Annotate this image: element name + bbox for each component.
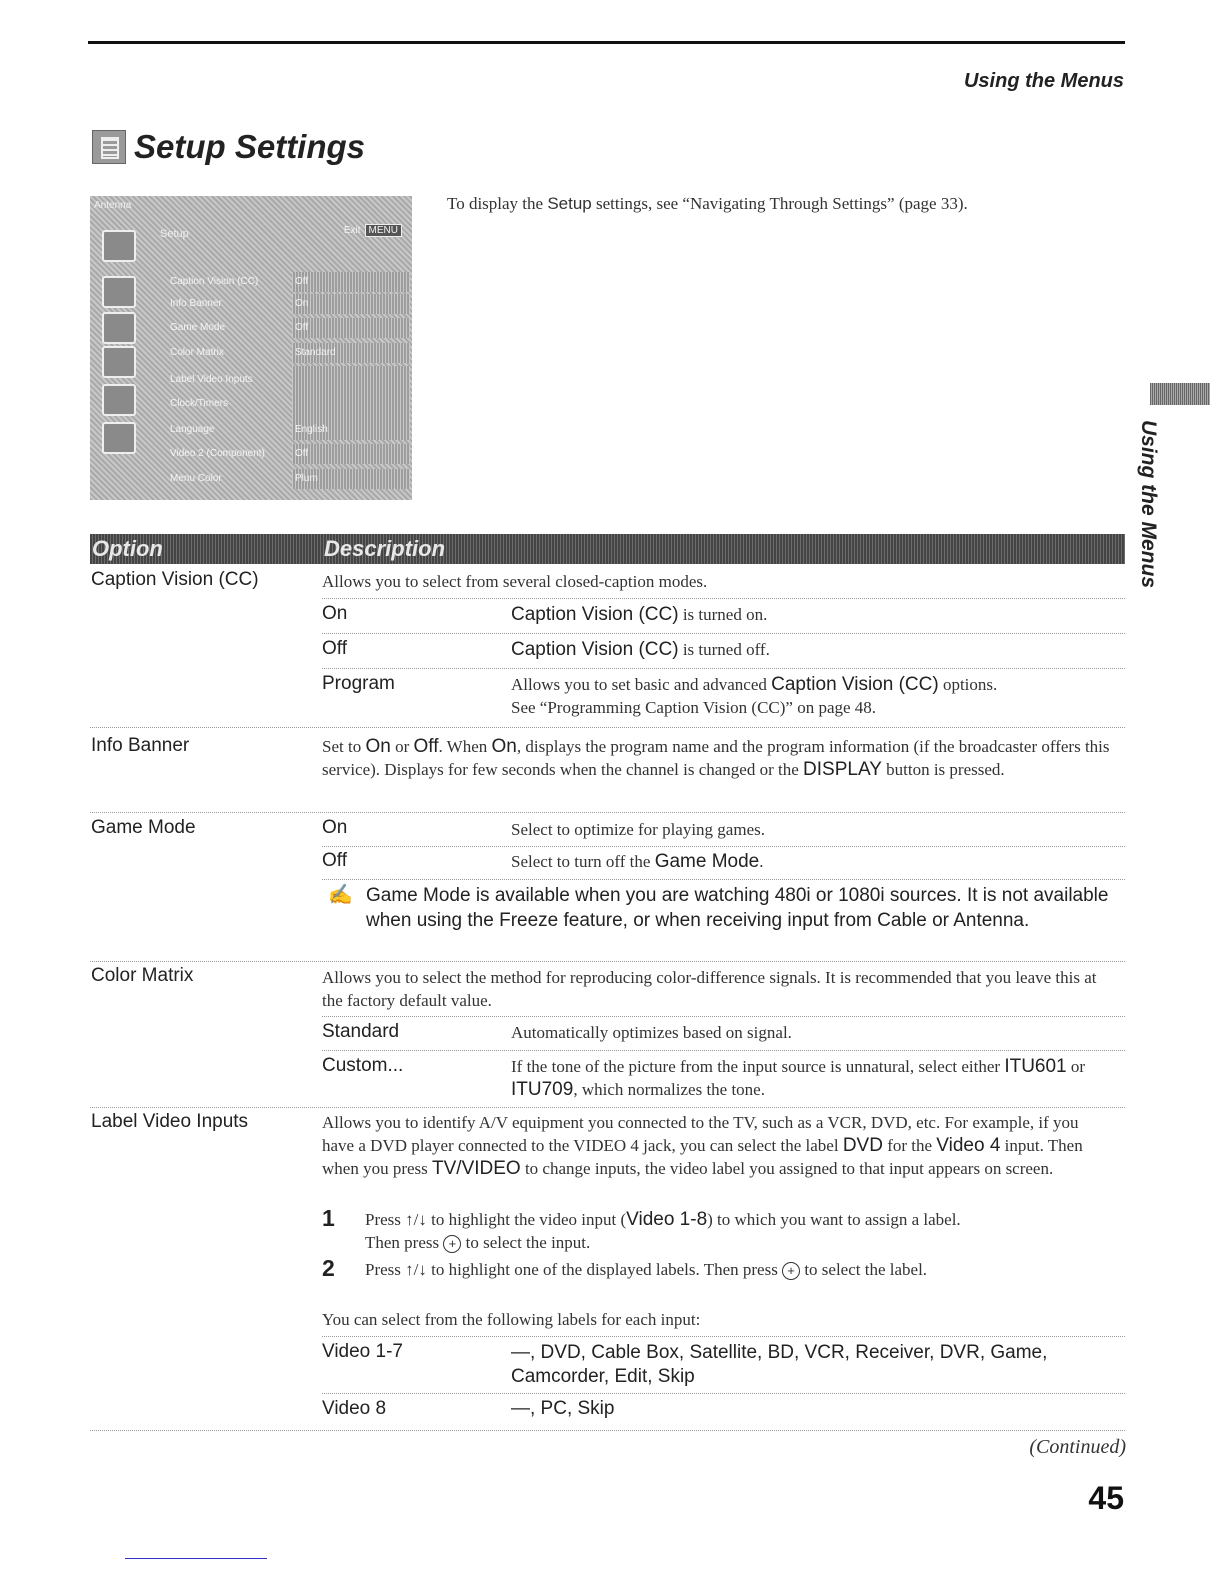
cc-program-label: Program (322, 673, 395, 694)
menu-value (292, 366, 410, 422)
step-number: 1 (322, 1205, 335, 1231)
video17-label: Video 1-7 (322, 1341, 403, 1362)
divider (90, 1430, 1125, 1431)
setup-menu-icon (102, 422, 136, 454)
page-title: Setup Settings (134, 128, 366, 165)
channel-icon (102, 346, 136, 378)
enter-button-icon: + (782, 1262, 800, 1280)
game-off-desc: Select to turn off the Game Mode. (511, 851, 764, 872)
menu-item: Language (170, 424, 215, 435)
divider (90, 961, 1125, 962)
step-2-text: Press ↑/↓ to highlight one of the displayed labels. Then press + to select the label. (365, 1260, 928, 1279)
menu-exit: Exit MENU (344, 224, 402, 237)
menu-value: English (292, 420, 410, 440)
custom-desc: If the tone of the picture from the input source is unnatural, select either ITU601 or ITU709, which normalizes the tone. (511, 1056, 1086, 1100)
menu-value: Off (292, 272, 410, 292)
video17-values: —, DVD, Cable Box, Satellite, BD, VCR, Receiver, DVR, Game, Camcorder, Edit, Skip (511, 1342, 1048, 1387)
option-color-matrix: Color Matrix (91, 965, 194, 986)
menu-item: Menu Color (170, 473, 222, 484)
menu-value: Off (292, 318, 410, 338)
divider (322, 633, 1125, 634)
option-game-mode: Game Mode (91, 817, 196, 838)
caption-vision-desc: Allows you to select from several closed-caption modes. (322, 572, 708, 591)
menu-title: Setup (160, 228, 189, 240)
step-1-text: Press ↑/↓ to highlight the video input (Video 1-8) to which you want to assign a label. Then press + to select the input. (365, 1209, 961, 1252)
section-tab (1150, 383, 1210, 405)
menu-item: Label Video Inputs (170, 374, 253, 385)
menu-item: Game Mode (170, 322, 226, 333)
sound-icon (102, 276, 136, 308)
menu-item: Caption Vision (CC) (170, 276, 259, 287)
running-header: Using the Menus (963, 70, 1124, 92)
option-info-banner: Info Banner (91, 735, 190, 756)
standard-label: Standard (322, 1021, 400, 1042)
label-video-desc: Allows you to identify A/V equipment you connected to the TV, such as a VCR, DVD, etc. For example, if you have a DVD player connected to the VIDEO 4 jack, you can select the label DVD for the Video 4 input. Then when you press TV/VIDEO to change inputs, the video label you assigned to that input appears on screen. (322, 1113, 1083, 1179)
parental-icon (102, 384, 136, 416)
menu-item: Color Matrix (170, 347, 224, 358)
labels-intro: You can select from the following labels for each input: (322, 1310, 701, 1329)
cc-program-desc: Allows you to set basic and advanced Caption Vision (CC) options. See “Programming Caption Vision (CC)” on page 48. (511, 674, 998, 717)
video8-label: Video 8 (322, 1398, 387, 1419)
menu-item: Video 2 (Component) (170, 448, 265, 459)
cc-on-desc: Caption Vision (CC) is turned on. (511, 604, 768, 625)
game-off-label: Off (322, 850, 347, 871)
cc-off-label: Off (322, 638, 347, 659)
table-header (90, 534, 1125, 564)
color-matrix-desc: Allows you to select the method for reproducing color-difference signals. It is recommended that you leave this at the factory default value. (322, 968, 1097, 1010)
divider (322, 1050, 1125, 1051)
side-label: Using the Menus (1137, 420, 1160, 589)
menu-top-label: Antenna (94, 200, 132, 211)
video8-values: —, PC, Skip (511, 1398, 615, 1419)
info-banner-desc: Set to On or Off. When On, displays the program name and the program information (if the broadcaster offers this service). Displays for few seconds when the channel is changed or the DISPLAY button is pressed. (322, 736, 1110, 780)
picture-icon (102, 230, 136, 262)
step-number: 2 (322, 1255, 335, 1281)
bottom-rule (125, 1558, 267, 1559)
menu-value: Off (292, 444, 410, 464)
option-header: Option (92, 536, 163, 561)
cc-on-label: On (322, 603, 348, 624)
setup-icon (92, 130, 126, 164)
game-on-desc: Select to optimize for playing games. (511, 820, 765, 839)
option-caption-vision: Caption Vision (CC) (91, 569, 259, 590)
divider (90, 1107, 1125, 1108)
divider (322, 1016, 1125, 1017)
option-label-video-inputs: Label Video Inputs (91, 1111, 249, 1132)
menu-value: Standard (292, 343, 410, 363)
divider (90, 727, 1125, 728)
menu-item: Info Banner (170, 298, 222, 309)
description-header: Description (324, 536, 446, 561)
divider (322, 879, 1125, 880)
cc-off-desc: Caption Vision (CC) is turned off. (511, 639, 770, 660)
game-on-label: On (322, 817, 348, 838)
intro-text: To display the Setup settings, see “Navigating Through Settings” (page 33). (447, 194, 968, 213)
section-title (92, 128, 365, 166)
game-mode-note: ✍ Game Mode is available when you are watching 480i or 1080i sources. It is not available when using the Freeze feature, or when receiving input from Cable or Antenna. (328, 884, 1109, 931)
divider (90, 812, 1125, 813)
page-number: 45 (1088, 1480, 1124, 1516)
divider (322, 668, 1125, 669)
screen-icon (102, 312, 136, 344)
continued-note: (Continued) (1029, 1436, 1126, 1458)
top-rule (88, 41, 1125, 44)
menu-value: Plum (292, 469, 410, 489)
divider (322, 598, 1125, 599)
divider (322, 1336, 1125, 1337)
custom-label: Custom... (322, 1055, 404, 1076)
divider (322, 1393, 1125, 1394)
enter-button-icon: + (443, 1235, 461, 1253)
standard-desc: Automatically optimizes based on signal. (511, 1023, 792, 1042)
setup-menu-screenshot (90, 196, 412, 500)
note-pencil-icon: ✍ (328, 884, 353, 906)
divider (322, 846, 1125, 847)
menu-item: Clock/Timers (170, 398, 228, 409)
menu-value: On (292, 294, 410, 314)
